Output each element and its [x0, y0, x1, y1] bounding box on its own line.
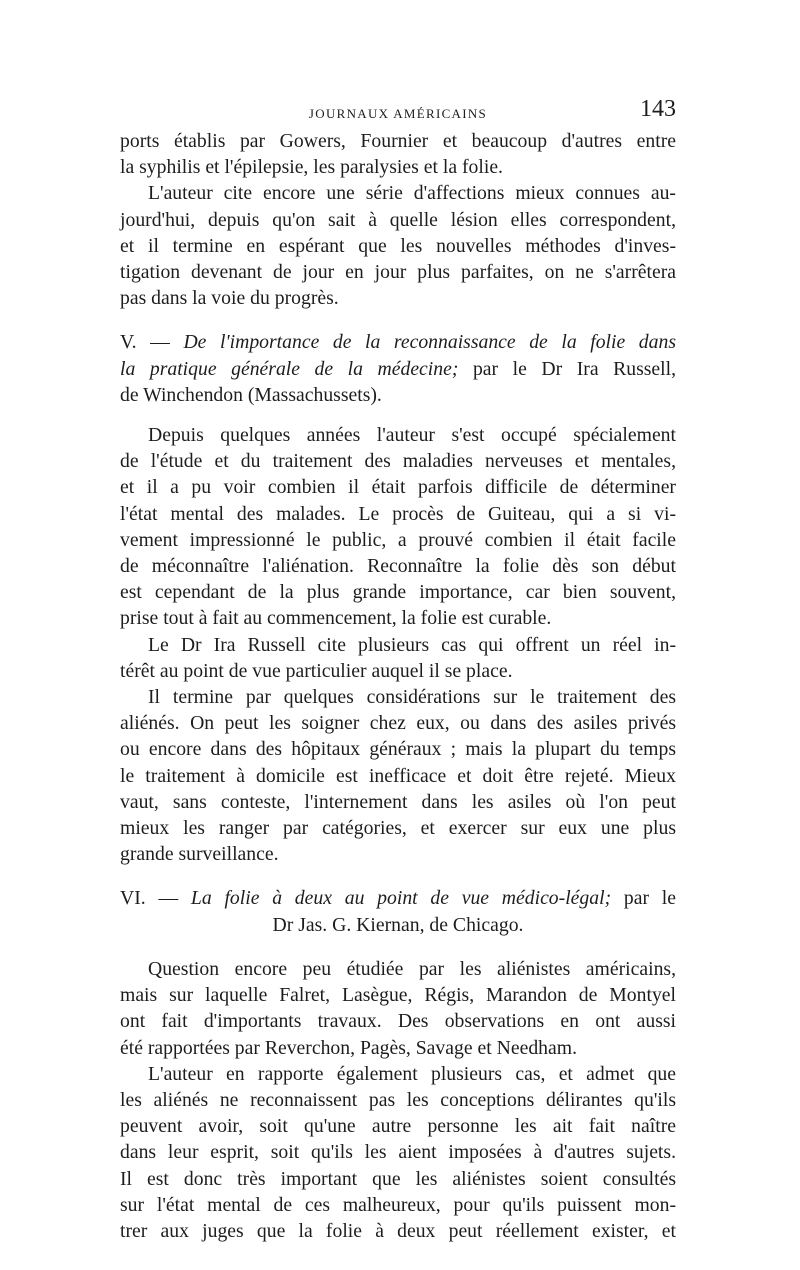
- text-line: et il a pu voir combien il était parfois difficile de déterminer: [120, 476, 676, 499]
- paragraph-1: [120, 128, 676, 180]
- page-number: 143: [640, 96, 676, 122]
- text-line: les aliénés ne reconnaissent pas les conceptions délirantes qu'ils: [120, 1088, 676, 1111]
- text-line: aliénés. On peut les soigner chez eux, ou dans des asiles privés: [120, 712, 676, 735]
- text-line: l'état mental des malades. Le procès de Guiteau, qui a si vi-: [120, 502, 676, 525]
- text-line: jourd'hui, depuis qu'on sait à quelle lésion elles correspondent,: [120, 208, 676, 231]
- text-line: trer aux juges que la folie à deux peut réellement exister, et: [120, 1219, 676, 1242]
- section-title: La folie à deux au point de vue médico-légal;: [190, 887, 612, 910]
- text-line: ont fait d'importants travaux. Des observations en ont aussi: [120, 1010, 676, 1033]
- section-heading-line: [120, 329, 676, 355]
- paragraph-5: [120, 684, 676, 867]
- text-line: grande surveillance.: [120, 843, 279, 866]
- running-title: JOURNAUX AMÉRICAINS: [308, 106, 488, 121]
- paragraph-3: [120, 422, 676, 632]
- text-line: mieux les ranger par catégories, et exercer sur eux une plus: [120, 817, 676, 840]
- text-line: Depuis quelques années l'auteur s'est occupé spécialement: [148, 424, 676, 447]
- section-title: la pratique générale de la médecine;: [120, 357, 459, 380]
- page-body: [120, 128, 676, 1244]
- running-head: [120, 92, 676, 128]
- section-author-prefix: par le: [623, 887, 677, 910]
- text-line: Question encore peu étudiée par les aliénistes américains,: [148, 957, 676, 980]
- book-page: [120, 92, 676, 1242]
- section-affiliation: de Winchendon (Massachussets).: [120, 383, 382, 406]
- text-line: été rapportées par Reverchon, Pagès, Savage et Needham.: [120, 1036, 577, 1059]
- section-number: VI. —: [120, 887, 179, 910]
- section-heading-line: [120, 885, 676, 911]
- text-line: mais sur laquelle Falret, Lasègue, Régis, Marandon de Montyel: [120, 984, 676, 1007]
- section-author: Dr Jas. G. Kiernan, de Chicago.: [272, 913, 524, 936]
- text-line: pas dans la voie du progrès.: [120, 287, 339, 310]
- text-line: L'auteur en rapporte également plusieurs cas, et admet que: [148, 1062, 676, 1085]
- text-line: peuvent avoir, soit qu'une autre personne les ait fait naître: [120, 1115, 676, 1138]
- text-line: Il est donc très important que les aliénistes soient consultés: [120, 1167, 676, 1190]
- text-line: ports établis par Gowers, Fournier et beaucoup d'autres entre: [120, 130, 676, 152]
- section-author: par le Dr Ira Russell,: [472, 357, 676, 380]
- text-line: dans leur esprit, soit qu'ils les aient imposées à d'autres sujets.: [120, 1141, 676, 1164]
- text-line: et il termine en espérant que les nouvelles méthodes d'inves-: [120, 234, 676, 257]
- section-heading-line: [120, 356, 676, 382]
- section-title: De l'importance de la reconnaissance de la folie dans: [183, 331, 676, 354]
- text-line: le traitement à domicile est inefficace et doit être rejeté. Mieux: [120, 764, 676, 787]
- paragraph-7: [120, 1061, 676, 1244]
- text-line: térêt au point de vue particulier auquel il se place.: [120, 659, 513, 682]
- text-line: vaut, sans conteste, l'internement dans les asiles où l'on peut: [120, 790, 676, 813]
- section-number: V. —: [120, 331, 170, 354]
- text-line: Il termine par quelques considérations sur le traitement des: [148, 686, 676, 709]
- text-line: de méconnaître l'aliénation. Reconnaître la folie dès son début: [120, 555, 676, 578]
- text-line: est cependant de la plus grande importance, car bien souvent,: [120, 581, 676, 604]
- paragraph-4: [120, 632, 676, 684]
- text-line: prise tout à fait au commencement, la folie est curable.: [120, 607, 552, 630]
- text-line: tigation devenant de jour en jour plus parfaites, on ne s'arrêtera: [120, 261, 676, 284]
- text-line: Le Dr Ira Russell cite plusieurs cas qui offrent un réel in-: [148, 633, 676, 656]
- paragraph-6: [120, 956, 676, 1061]
- text-line: la syphilis et l'épilepsie, les paralysies et la folie.: [120, 156, 503, 179]
- paragraph-2: [120, 180, 676, 311]
- text-line: vement impressionné le public, a prouvé combien il était facile: [120, 528, 676, 551]
- section-heading-v: [120, 329, 676, 408]
- text-line: ou encore dans des hôpitaux généraux ; mais la plupart du temps: [120, 738, 676, 761]
- text-line: L'auteur cite encore une série d'affections mieux connues au-: [148, 182, 676, 205]
- section-heading-vi: [120, 885, 676, 937]
- text-line: de l'étude et du traitement des maladies nerveuses et mentales,: [120, 450, 676, 473]
- text-line: sur l'état mental de ces malheureux, pour qu'ils puissent mon-: [120, 1193, 676, 1216]
